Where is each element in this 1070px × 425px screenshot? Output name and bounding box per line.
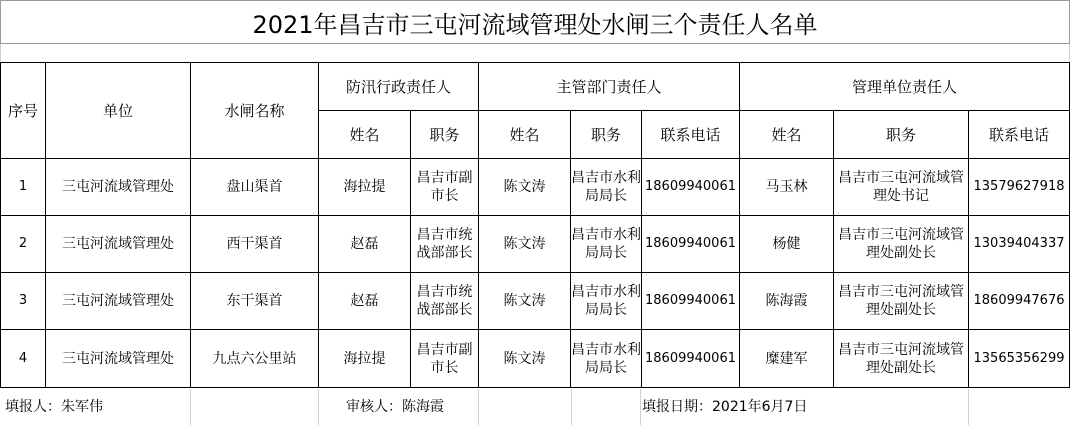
- cell-mgmt-position: 昌吉市三屯河流域管理处副处长: [834, 273, 969, 330]
- cell-flood-position: 昌吉市副市长: [411, 330, 479, 388]
- cell-dept-name: 陈文涛: [479, 330, 571, 388]
- header-gate-name: 水闸名称: [191, 63, 319, 159]
- header-mgmt-position: 职务: [834, 111, 969, 159]
- header-unit: 单位: [46, 63, 191, 159]
- cell-dept-phone: 18609940061: [642, 216, 740, 273]
- cell-dept-name: 陈文涛: [479, 216, 571, 273]
- cell-flood-name: 海拉提: [319, 159, 411, 216]
- cell-unit: 三屯河流域管理处: [46, 273, 191, 330]
- document-title: 2021年昌吉市三屯河流域管理处水闸三个责任人名单: [0, 0, 1070, 44]
- header-seq: 序号: [1, 63, 46, 159]
- cell-mgmt-name: 杨健: [740, 216, 834, 273]
- cell-unit: 三屯河流域管理处: [46, 159, 191, 216]
- header-flood-position: 职务: [411, 111, 479, 159]
- cell-mgmt-phone: 13579627918: [969, 159, 1070, 216]
- cell-dept-position: 昌吉市水利局局长: [571, 273, 642, 330]
- footer: [0, 389, 1070, 425]
- cell-flood-position: 昌吉市统战部部长: [411, 216, 479, 273]
- cell-dept-name: 陈文涛: [479, 159, 571, 216]
- header-mgmt-name: 姓名: [740, 111, 834, 159]
- cell-mgmt-phone: 13039404337: [969, 216, 1070, 273]
- header-mgmt-group: 管理单位责任人: [740, 63, 1070, 111]
- cell-mgmt-position: 昌吉市三屯河流域管理处书记: [834, 159, 969, 216]
- cell-dept-position: 昌吉市水利局局长: [571, 159, 642, 216]
- header-mgmt-phone: 联系电话: [969, 111, 1070, 159]
- cell-gate: 九点六公里站: [191, 330, 319, 388]
- table-row: [1, 330, 1070, 388]
- cell-unit: 三屯河流域管理处: [46, 216, 191, 273]
- cell-mgmt-name: 陈海霞: [740, 273, 834, 330]
- cell-dept-position: 昌吉市水利局局长: [571, 216, 642, 273]
- header-dept-group: 主管部门责任人: [479, 63, 740, 111]
- header-flood-group: 防汛行政责任人: [319, 63, 479, 111]
- table-row: [1, 273, 1070, 330]
- cell-dept-name: 陈文涛: [479, 273, 571, 330]
- cell-dept-phone: 18609940061: [642, 159, 740, 216]
- header-flood-name: 姓名: [319, 111, 411, 159]
- cell-flood-position: 昌吉市统战部部长: [411, 273, 479, 330]
- cell-mgmt-name: 糜建军: [740, 330, 834, 388]
- cell-dept-position: 昌吉市水利局局长: [571, 330, 642, 388]
- footer-reviewer: 审核人：陈海霞: [346, 399, 444, 415]
- cell-gate: 西干渠首: [191, 216, 319, 273]
- cell-dept-phone: 18609940061: [642, 330, 740, 388]
- spacer-row: [0, 44, 1070, 63]
- cell-flood-name: 赵磊: [319, 273, 411, 330]
- cell-dept-phone: 18609940061: [642, 273, 740, 330]
- header-dept-phone: 联系电话: [642, 111, 740, 159]
- responsibility-table: [0, 62, 1070, 388]
- cell-mgmt-phone: 18609947676: [969, 273, 1070, 330]
- cell-mgmt-position: 昌吉市三屯河流域管理处副处长: [834, 216, 969, 273]
- cell-mgmt-phone: 13565356299: [969, 330, 1070, 388]
- cell-seq: 1: [1, 159, 46, 216]
- cell-gate: 盘山渠首: [191, 159, 319, 216]
- cell-gate: 东干渠首: [191, 273, 319, 330]
- cell-mgmt-name: 马玉林: [740, 159, 834, 216]
- cell-seq: 4: [1, 330, 46, 388]
- cell-mgmt-position: 昌吉市三屯河流域管理处副处长: [834, 330, 969, 388]
- cell-seq: 2: [1, 216, 46, 273]
- header-dept-position: 职务: [571, 111, 642, 159]
- cell-seq: 3: [1, 273, 46, 330]
- cell-flood-name: 赵磊: [319, 216, 411, 273]
- cell-flood-name: 海拉提: [319, 330, 411, 388]
- header-dept-name: 姓名: [479, 111, 571, 159]
- footer-date: 填报日期：2021年6月7日: [642, 399, 808, 415]
- header-row-1: [1, 63, 1070, 111]
- table-row: [1, 159, 1070, 216]
- table-row: [1, 216, 1070, 273]
- cell-unit: 三屯河流域管理处: [46, 330, 191, 388]
- cell-flood-position: 昌吉市副市长: [411, 159, 479, 216]
- footer-filler: 填报人：朱军伟: [5, 399, 103, 415]
